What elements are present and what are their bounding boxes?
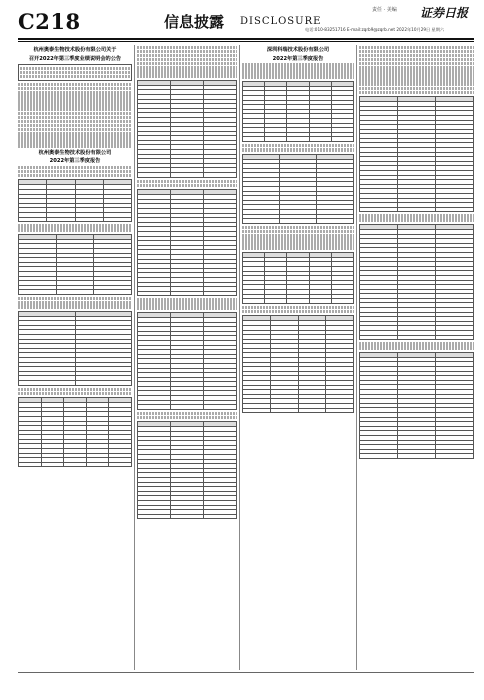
financial-table [242,81,354,142]
notice-box [18,64,132,81]
financial-table [359,96,474,212]
column-divider [134,45,135,670]
article-company: 杭州奥泰生物技术股份有限公司关于 [33,47,117,53]
section-title-en: DISCLOSURE [240,16,322,27]
financial-table [359,352,474,459]
editor-line: 责任 · 美编 [372,7,397,13]
financial-table [242,315,354,413]
column-c [242,45,354,670]
page-number: C218 [18,9,81,34]
financial-table [137,189,237,296]
financial-table [137,421,237,519]
section-title: 信息披露 [164,13,225,31]
masthead-rule-thin [18,41,474,42]
column-b [137,45,237,670]
financial-table [359,224,474,340]
column-divider [356,45,357,670]
article-headline: 2022年第三季度报告 [272,55,324,62]
footer-rule [18,672,474,673]
financial-table [18,234,132,295]
article-headline: 2022年第三季度报告 [49,158,101,165]
column-d [359,45,474,670]
article-headline: 召开2022年第三季度业绩说明会的公告 [28,55,122,62]
article-company: 杭州奥泰生物技术股份有限公司 [38,149,112,156]
newspaper-logo: 证券日报 [420,6,469,20]
column-a [18,45,132,670]
financial-table [137,312,237,410]
masthead [0,0,484,40]
financial-table [242,252,354,304]
masthead-rule [18,38,474,40]
article-company: 深圳科瑞技术股份有限公司 [266,47,330,53]
financial-table [242,154,354,224]
financial-table [137,80,237,178]
contact-line: 电话:010-83251716 E-mail:zqrb9@zqrb.net 2022年10月29日 星期六 [305,27,445,32]
financial-table [18,397,132,467]
column-divider [239,45,240,670]
financial-table [18,179,132,222]
financial-table [18,311,132,386]
